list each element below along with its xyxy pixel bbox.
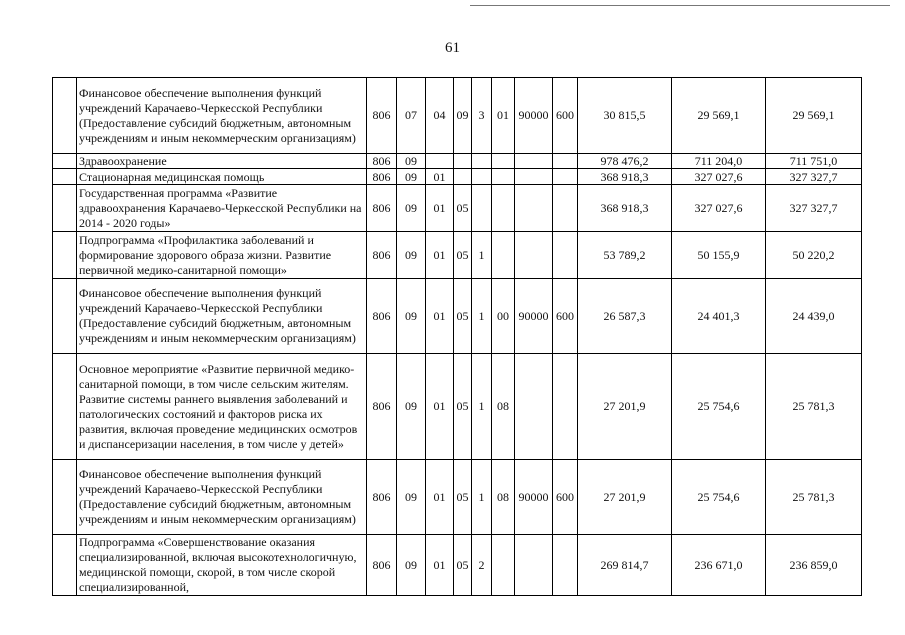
amount-cell-year-2: 25 754,6 <box>672 354 766 460</box>
budget-table <box>52 77 862 596</box>
name-cell: Стационарная медицинская помощь <box>77 169 367 185</box>
program-code-cell: 05 <box>454 185 472 232</box>
amount-cell-year-2: 50 155,9 <box>672 232 766 279</box>
amount-cell-year-1: 30 815,5 <box>578 78 672 154</box>
section-code-cell: 09 <box>397 154 426 169</box>
event-code-cell: 08 <box>492 354 515 460</box>
name-cell: Подпрограмма «Профилактика заболеваний и формирование здорового образа жизни. Развитие первичной медико-санитарной помощи» <box>77 232 367 279</box>
amount-cell-year-1: 368 918,3 <box>578 169 672 185</box>
ministry-code-cell: 806 <box>367 279 397 354</box>
amount-cell-year-3: 327 327,7 <box>766 185 862 232</box>
amount-cell-year-1: 27 201,9 <box>578 460 672 535</box>
amount-cell-year-3: 236 859,0 <box>766 535 862 596</box>
program-code-cell <box>454 154 472 169</box>
blank-margin-cell <box>53 460 77 535</box>
direction-code-cell <box>515 535 553 596</box>
section-code-cell: 09 <box>397 185 426 232</box>
page-number: 61 <box>445 40 460 56</box>
direction-code-cell: 90000 <box>515 279 553 354</box>
subprogram-code-cell <box>472 154 492 169</box>
blank-margin-cell <box>53 535 77 596</box>
blank-margin-cell <box>53 185 77 232</box>
direction-code-cell <box>515 154 553 169</box>
subsection-code-cell: 01 <box>426 535 454 596</box>
table-body <box>53 78 862 596</box>
top-rule <box>470 5 890 6</box>
ministry-code-cell: 806 <box>367 154 397 169</box>
amount-cell-year-3: 50 220,2 <box>766 232 862 279</box>
direction-code-cell: 90000 <box>515 78 553 154</box>
amount-cell-year-1: 27 201,9 <box>578 354 672 460</box>
table-row <box>53 169 862 185</box>
program-code-cell: 05 <box>454 232 472 279</box>
blank-margin-cell <box>53 154 77 169</box>
amount-cell-year-1: 26 587,3 <box>578 279 672 354</box>
expense-type-code-cell <box>553 154 578 169</box>
amount-cell-year-3: 327 327,7 <box>766 169 862 185</box>
subsection-code-cell: 01 <box>426 185 454 232</box>
program-code-cell: 09 <box>454 78 472 154</box>
amount-cell-year-2: 29 569,1 <box>672 78 766 154</box>
subsection-code-cell: 01 <box>426 169 454 185</box>
expense-type-code-cell: 600 <box>553 460 578 535</box>
amount-cell-year-3: 711 751,0 <box>766 154 862 169</box>
section-code-cell: 09 <box>397 232 426 279</box>
amount-cell-year-2: 711 204,0 <box>672 154 766 169</box>
expense-type-code-cell <box>553 169 578 185</box>
amount-cell-year-1: 978 476,2 <box>578 154 672 169</box>
blank-margin-cell <box>53 354 77 460</box>
blank-margin-cell <box>53 78 77 154</box>
table-row <box>53 154 862 169</box>
amount-cell-year-3: 25 781,3 <box>766 460 862 535</box>
ministry-code-cell: 806 <box>367 78 397 154</box>
blank-margin-cell <box>53 279 77 354</box>
ministry-code-cell: 806 <box>367 460 397 535</box>
expense-type-code-cell <box>553 535 578 596</box>
subprogram-code-cell <box>472 169 492 185</box>
ministry-code-cell: 806 <box>367 185 397 232</box>
subprogram-code-cell: 1 <box>472 460 492 535</box>
name-cell: Подпрограмма «Совершенствование оказания специализированной, включая высокотехнологичную, медицинской помощи, скорой, в том числе скорой специализированной, <box>77 535 367 596</box>
direction-code-cell <box>515 169 553 185</box>
event-code-cell <box>492 185 515 232</box>
table-row <box>53 78 862 154</box>
name-cell: Государственная программа «Развитие здравоохранения Карачаево-Черкесской Республики на 2014 - 2020 годы» <box>77 185 367 232</box>
event-code-cell <box>492 154 515 169</box>
direction-code-cell <box>515 354 553 460</box>
subsection-code-cell <box>426 154 454 169</box>
ministry-code-cell: 806 <box>367 354 397 460</box>
subsection-code-cell: 01 <box>426 232 454 279</box>
section-code-cell: 09 <box>397 279 426 354</box>
program-code-cell: 05 <box>454 460 472 535</box>
event-code-cell: 08 <box>492 460 515 535</box>
name-cell: Финансовое обеспечение выполнения функций учреждений Карачаево-Черкесской Республики (Предоставление субсидий бюджетным, автономным учреждениям и иным некоммерческим организациям) <box>77 279 367 354</box>
subsection-code-cell: 01 <box>426 279 454 354</box>
event-code-cell <box>492 535 515 596</box>
expense-type-code-cell <box>553 232 578 279</box>
amount-cell-year-2: 25 754,6 <box>672 460 766 535</box>
direction-code-cell <box>515 232 553 279</box>
subsection-code-cell: 01 <box>426 354 454 460</box>
event-code-cell <box>492 232 515 279</box>
blank-margin-cell <box>53 169 77 185</box>
subprogram-code-cell: 1 <box>472 279 492 354</box>
direction-code-cell <box>515 185 553 232</box>
program-code-cell <box>454 169 472 185</box>
subsection-code-cell: 04 <box>426 78 454 154</box>
expense-type-code-cell <box>553 354 578 460</box>
table-row <box>53 354 862 460</box>
amount-cell-year-2: 24 401,3 <box>672 279 766 354</box>
section-code-cell: 09 <box>397 460 426 535</box>
subprogram-code-cell: 1 <box>472 354 492 460</box>
program-code-cell: 05 <box>454 535 472 596</box>
amount-cell-year-2: 327 027,6 <box>672 169 766 185</box>
table-row <box>53 185 862 232</box>
table-row <box>53 232 862 279</box>
event-code-cell: 00 <box>492 279 515 354</box>
amount-cell-year-1: 53 789,2 <box>578 232 672 279</box>
program-code-cell: 05 <box>454 354 472 460</box>
amount-cell-year-1: 269 814,7 <box>578 535 672 596</box>
name-cell: Финансовое обеспечение выполнения функций учреждений Карачаево-Черкесской Республики (Предоставление субсидий бюджетным, автономным учреждениям и иным некоммерческим организациям) <box>77 78 367 154</box>
table-row <box>53 279 862 354</box>
ministry-code-cell: 806 <box>367 535 397 596</box>
amount-cell-year-1: 368 918,3 <box>578 185 672 232</box>
amount-cell-year-3: 24 439,0 <box>766 279 862 354</box>
subprogram-code-cell: 1 <box>472 232 492 279</box>
section-code-cell: 07 <box>397 78 426 154</box>
section-code-cell: 09 <box>397 354 426 460</box>
subprogram-code-cell: 2 <box>472 535 492 596</box>
name-cell: Финансовое обеспечение выполнения функций учреждений Карачаево-Черкесской Республики (Предоставление субсидий бюджетным, автономным учреждениям и иным некоммерческим организациям) <box>77 460 367 535</box>
program-code-cell: 05 <box>454 279 472 354</box>
expense-type-code-cell: 600 <box>553 78 578 154</box>
event-code-cell <box>492 169 515 185</box>
subprogram-code-cell <box>472 185 492 232</box>
subsection-code-cell: 01 <box>426 460 454 535</box>
table-row <box>53 460 862 535</box>
ministry-code-cell: 806 <box>367 169 397 185</box>
name-cell: Здравоохранение <box>77 154 367 169</box>
amount-cell-year-2: 236 671,0 <box>672 535 766 596</box>
event-code-cell: 01 <box>492 78 515 154</box>
expense-type-code-cell: 600 <box>553 279 578 354</box>
amount-cell-year-3: 29 569,1 <box>766 78 862 154</box>
amount-cell-year-2: 327 027,6 <box>672 185 766 232</box>
expense-type-code-cell <box>553 185 578 232</box>
amount-cell-year-3: 25 781,3 <box>766 354 862 460</box>
subprogram-code-cell: 3 <box>472 78 492 154</box>
section-code-cell: 09 <box>397 535 426 596</box>
blank-margin-cell <box>53 232 77 279</box>
section-code-cell: 09 <box>397 169 426 185</box>
direction-code-cell: 90000 <box>515 460 553 535</box>
ministry-code-cell: 806 <box>367 232 397 279</box>
name-cell: Основное мероприятие «Развитие первичной медико-санитарной помощи, в том числе сельским жителям. Развитие системы раннего выявления заболеваний и патологических состояний и факторов риска их развития, включая проведение медицинских осмотров и диспансеризации населения, в том числе у детей» <box>77 354 367 460</box>
table-row <box>53 535 862 596</box>
